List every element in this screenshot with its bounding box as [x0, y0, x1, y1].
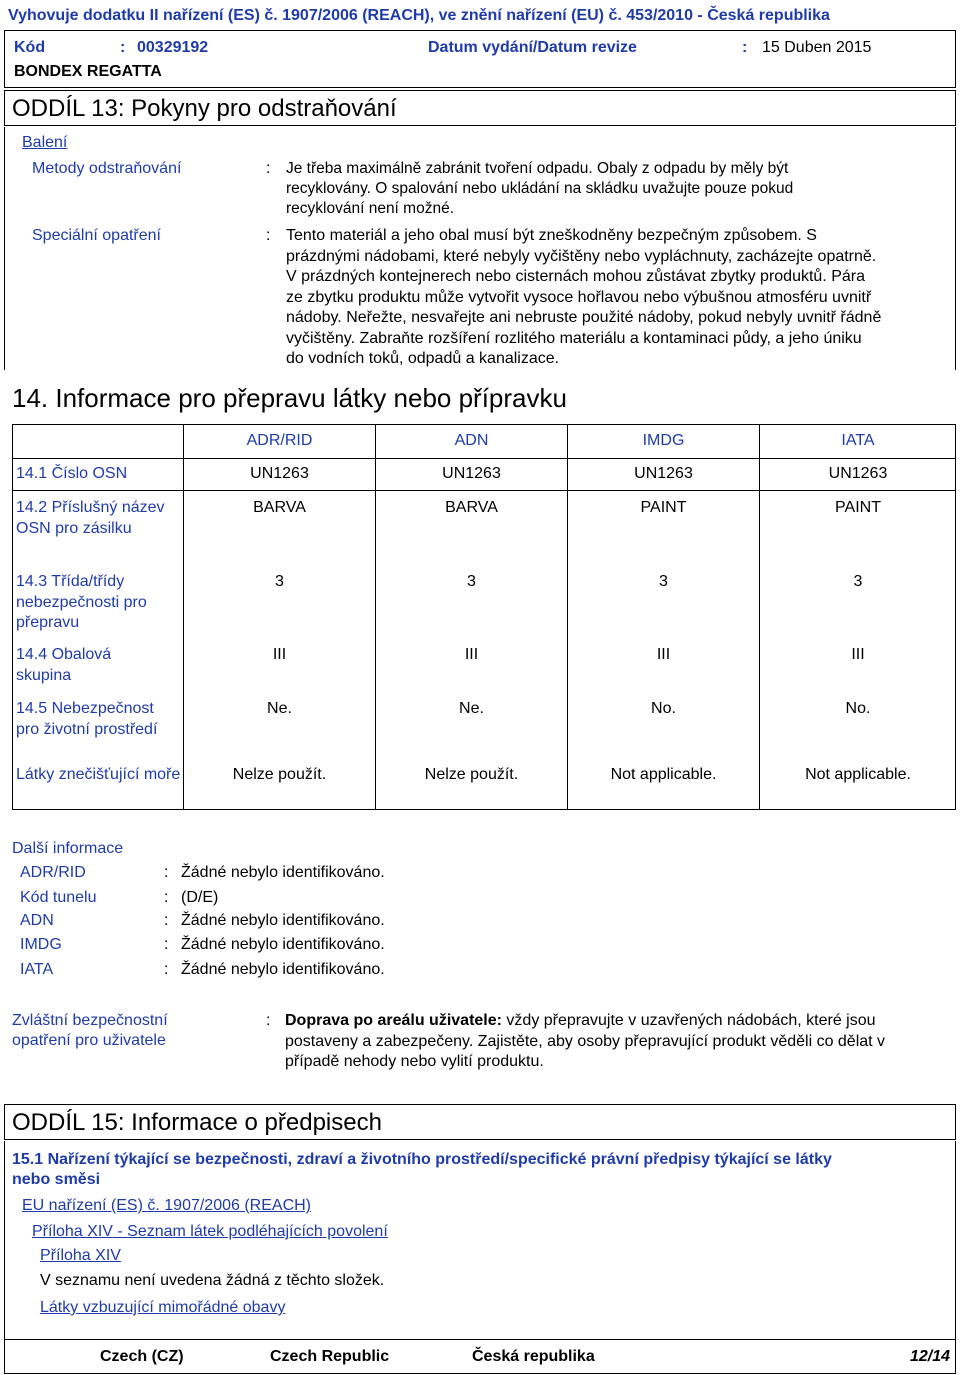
- row-label-hazard-class: 14.3 Třída/třídy nebezpečnosti pro přepravu: [16, 573, 147, 631]
- table-cell: UN1263: [634, 465, 693, 482]
- date-value: 15 Duben 2015: [762, 39, 872, 56]
- table-cell: PAINT: [640, 499, 687, 516]
- footer-country-local: Česká republika: [472, 1348, 595, 1365]
- special-text-7: do vodních toků, odpadů a kanalizace.: [286, 350, 560, 367]
- table-cell: Not applicable.: [610, 766, 717, 783]
- special-text-2: prázdnými nádobami, které nebyly vyčištěny nebo vypláchnuty, zacházejte opatrně.: [286, 247, 877, 265]
- special-precautions-label-1: Zvláštní bezpečnostní: [12, 1012, 168, 1029]
- table-cell: BARVA: [253, 499, 306, 516]
- footer-language: Czech (CZ): [100, 1348, 184, 1365]
- col-header-imdg: IMDG: [642, 432, 685, 449]
- annex-xiv-heading: Příloha XIV - Seznam látek podléhajících povolení: [32, 1223, 388, 1240]
- table-cell: 3: [659, 573, 668, 590]
- special-precautions-label-2: opatření pro uživatele: [12, 1032, 166, 1049]
- further-info-label: Kód tunelu: [20, 889, 97, 906]
- further-info-value: Žádné nebylo identifikováno.: [181, 961, 385, 978]
- further-info-label: IMDG: [20, 936, 62, 953]
- table-cell: UN1263: [828, 465, 888, 482]
- table-cell: Nelze použít.: [232, 766, 327, 783]
- special-text-4: ze zbytku produktu může vytvořit vysoce hořlavou nebo výbušnou atmosféru uvnitř: [286, 288, 872, 306]
- row-label-un-number: 14.1 Číslo OSN: [16, 465, 128, 482]
- special-text-6: vyčištěny. Zabraňte rozšíření rozlitého materiálu a kontaminaci půdy, a jeho úniku: [286, 329, 862, 347]
- table-cell: UN1263: [442, 465, 501, 482]
- further-info-heading: Další informace: [12, 840, 124, 857]
- special-text-1: Tento materiál a jeho obal musí být zneškodněny bezpečným způsobem. S: [286, 227, 817, 244]
- table-cell: PAINT: [835, 499, 881, 516]
- special-precautions-text-3: případě nehody nebo vylití produktu.: [285, 1053, 544, 1070]
- svhc-heading: Látky vzbuzující mimořádné obavy: [40, 1299, 286, 1316]
- code-colon: :: [120, 39, 126, 56]
- row-label-shipping-name: 14.2 Příslušný název OSN pro zásilku: [16, 499, 165, 537]
- row-label-packing-group: 14.4 Obalová skupina: [16, 646, 112, 684]
- row-label-environmental-hazard: 14.5 Nebezpečnost pro životní prostředí: [16, 700, 158, 738]
- special-label: Speciální opatření: [32, 227, 161, 244]
- section13-title: ODDÍL 13: Pokyny pro odstraňování: [12, 95, 397, 122]
- table-cell: III: [656, 646, 671, 663]
- footer-country: Czech Republic: [270, 1348, 390, 1365]
- methods-text-3: recyklování není možné.: [286, 200, 455, 217]
- annex-xiv-subheading: Příloha XIV: [40, 1247, 121, 1264]
- section15-subtitle-2: nebo směsi: [12, 1171, 101, 1188]
- date-label: Datum vydání/Datum revize: [428, 39, 637, 56]
- further-info-label: ADN: [20, 912, 54, 929]
- date-colon: :: [742, 39, 748, 56]
- row-label-marine-pollutant: Látky znečišťující moře: [16, 766, 181, 783]
- table-cell: 3: [853, 573, 863, 590]
- section15-subtitle-1: 15.1 Nařízení týkající se bezpečnosti, zdraví a životního prostředí/specifické právní předpisy týkající se látky: [12, 1151, 832, 1168]
- code-value: 00329192: [137, 39, 209, 56]
- further-info-value: Žádné nebylo identifikováno.: [181, 912, 385, 929]
- special-precautions-text-1: Doprava po areálu uživatele: vždy přepravujte v uzavřených nádobách, které jsou: [285, 1012, 876, 1029]
- table-cell: 3: [275, 573, 284, 590]
- document-top-title: Vyhovuje dodatku II nařízení (ES) č. 1907/2006 (REACH), ve znění nařízení (EU) č. 453/2010 - Česká republika: [8, 7, 830, 24]
- footer-page-number: 12/14: [909, 1348, 950, 1365]
- methods-label: Metody odstraňování: [32, 160, 182, 177]
- table-cell: UN1263: [250, 465, 309, 482]
- further-info-value: (D/E): [181, 889, 219, 906]
- methods-text-1: Je třeba maximálně zabránit tvoření odpadu. Obaly z odpadu by měly být: [286, 160, 789, 177]
- product-name: BONDEX REGATTA: [14, 63, 162, 80]
- table-cell: III: [272, 646, 287, 663]
- col-header-adr-rid: ADR/RID: [246, 432, 313, 449]
- further-info-value: Žádné nebylo identifikováno.: [181, 864, 385, 881]
- code-label: Kód: [14, 39, 46, 56]
- packaging-heading: Balení: [22, 134, 68, 151]
- further-info-label: ADR/RID: [20, 864, 86, 881]
- table-cell: III: [464, 646, 479, 663]
- special-text-5: nádoby. Neřežte, nesvařejte ani nebruste použité nádoby, pokud nebyly uvnitř řádně: [286, 309, 882, 326]
- further-info-label: IATA: [20, 961, 54, 978]
- table-cell: Ne.: [459, 700, 484, 717]
- section15-title: ODDÍL 15: Informace o předpisech: [12, 1109, 382, 1136]
- further-info-value: Žádné nebylo identifikováno.: [181, 936, 385, 953]
- col-header-adn: ADN: [454, 432, 489, 449]
- section14-title: 14. Informace pro přepravu látky nebo přípravku: [12, 383, 567, 413]
- special-precautions-text-2: postaveny a zabezpečeny. Zajistěte, aby osoby přepravující produkt věděli co dělat v: [285, 1032, 886, 1050]
- table-cell: BARVA: [445, 499, 498, 516]
- table-cell: Ne.: [267, 700, 292, 717]
- special-text-3: V prázdných kontejnerech nebo cisternách mohou zůstávat zbytky produktů. Pára: [286, 268, 865, 285]
- methods-text-2: recyklovány. O spalování nebo ukládání na skládku uvažujte pouze pokud: [286, 180, 794, 197]
- table-cell: III: [851, 646, 865, 663]
- table-cell: No.: [845, 700, 871, 717]
- special-precautions-bold: Doprava po areálu uživatele:: [285, 1012, 502, 1029]
- table-cell: 3: [467, 573, 476, 590]
- table-cell: Nelze použít.: [424, 766, 519, 783]
- annex-xiv-text: V seznamu není uvedena žádná z těchto složek.: [40, 1272, 385, 1289]
- table-cell: No.: [651, 700, 676, 717]
- eu-regulation-heading: EU nařízení (ES) č. 1907/2006 (REACH): [22, 1197, 312, 1214]
- table-cell: Not applicable.: [805, 766, 911, 783]
- col-header-iata: IATA: [841, 432, 875, 449]
